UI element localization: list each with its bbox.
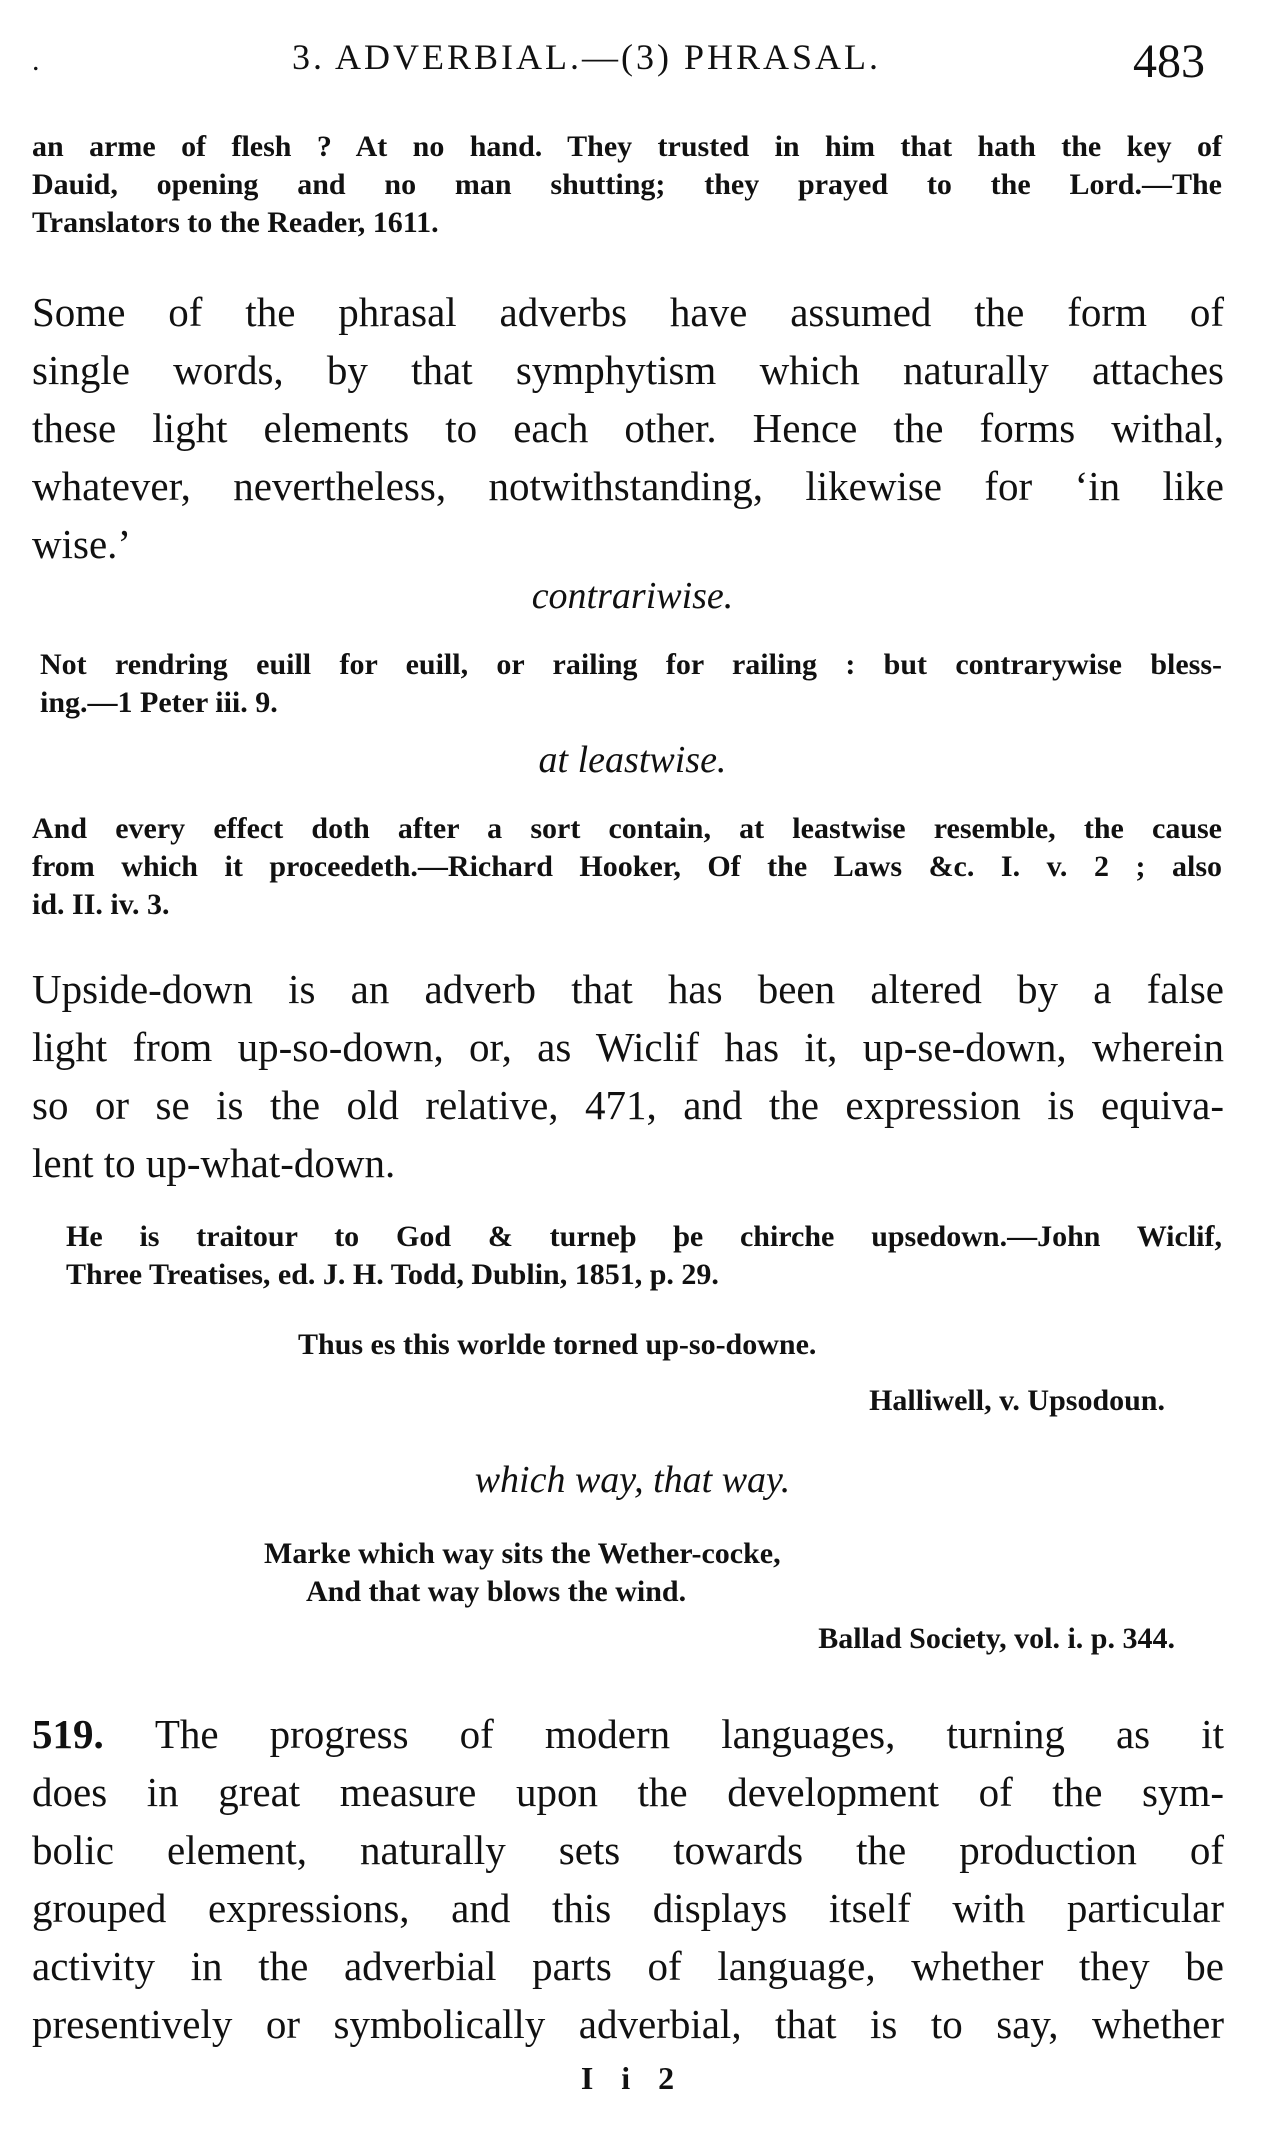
quote-peter [40, 646, 1222, 722]
quote-line: Three Treatises, ed. J. H. Todd, Dublin, 1851, p. 29. [66, 1258, 719, 1291]
quote-line: id. II. iv. 3. [32, 888, 170, 921]
subheading-at-leastwise: at leastwise. [538, 739, 727, 781]
verse-line: And that way blows the wind. [306, 1575, 687, 1608]
verse-attribution: Halliwell, v. Upsodoun. [869, 1384, 1165, 1417]
paragraph-line: single words, by that symphytism which naturally attaches [32, 347, 1224, 393]
quote-line: an arme of flesh ? At no hand. They trusted in him that hath the key of [32, 130, 1222, 163]
paragraph-line: light from up-so-down, or, as Wiclif has it, up-se-down, wherein [32, 1024, 1224, 1070]
paragraph-519 [32, 1705, 1224, 2053]
signature-mark: I i 2 [580, 2060, 685, 2096]
quote-wiclif [66, 1218, 1222, 1294]
paragraph-line: presentively or symbolically adverbial, that is to say, whether [32, 2001, 1224, 2047]
subheading-which-way: which way, that way. [474, 1459, 791, 1501]
quote-line: Translators to the Reader, 1611. [32, 206, 439, 239]
paragraph-line: activity in the adverbial parts of language, whether they be [32, 1943, 1224, 1989]
quote-line: from which it proceedeth.—Richard Hooker, Of the Laws &c. I. v. 2 ; also [32, 850, 1222, 883]
paragraph-line: so or se is the old relative, 471, and the expression is equiva- [32, 1082, 1224, 1128]
paragraph-line: does in great measure upon the development of the sym- [32, 1769, 1224, 1815]
quote-translators [32, 128, 1222, 242]
quote-line: And every effect doth after a sort contain, at leastwise resemble, the cause [32, 812, 1222, 845]
verse-line: Thus es this worlde torned up-so-downe. [298, 1328, 817, 1361]
section-number: 519. [32, 1711, 104, 1757]
paragraph-line: wise.’ [32, 521, 132, 567]
running-header [0, 36, 1265, 96]
header-title: 3. ADVERBIAL.—(3) PHRASAL. [292, 37, 882, 77]
verse-attribution: Ballad Society, vol. i. p. 344. [818, 1622, 1175, 1655]
quote-line: ing.—1 Peter iii. 9. [40, 686, 278, 719]
paragraph-line: Some of the phrasal adverbs have assumed the form of [32, 289, 1224, 335]
paragraph-line-text: The progress of modern languages, turning as it [154, 1711, 1224, 1757]
quote-line: Not rendring euill for euill, or railing for railing : but contrarywise bless- [40, 648, 1222, 681]
quote-hooker [32, 810, 1222, 924]
paragraph-line: lent to up-what-down. [32, 1140, 396, 1186]
paragraph-line [32, 1705, 1224, 1763]
header-mark: . [32, 44, 40, 77]
quote-line: Dauid, opening and no man shutting; they prayed to the Lord.—The [32, 168, 1222, 201]
paragraph-line: bolic element, naturally sets towards the production of [32, 1827, 1224, 1873]
quote-line: He is traitour to God & turneþ þe chirche upsedown.—John Wiclif, [66, 1220, 1222, 1253]
paragraph-phrasal-adverbs [32, 283, 1224, 573]
subheading-contrariwise: contrariwise. [531, 575, 734, 617]
paragraph-line: grouped expressions, and this displays itself with particular [32, 1885, 1224, 1931]
verse-line: Marke which way sits the Wether-cocke, [264, 1537, 781, 1570]
paragraph-upside-down [32, 960, 1224, 1192]
paragraph-line: these light elements to each other. Hence the forms withal, [32, 405, 1224, 451]
paragraph-line: whatever, nevertheless, notwithstanding, likewise for ‘in like [32, 463, 1224, 509]
paragraph-line: Upside-down is an adverb that has been altered by a false [32, 966, 1224, 1012]
page-number: 483 [1133, 35, 1205, 88]
